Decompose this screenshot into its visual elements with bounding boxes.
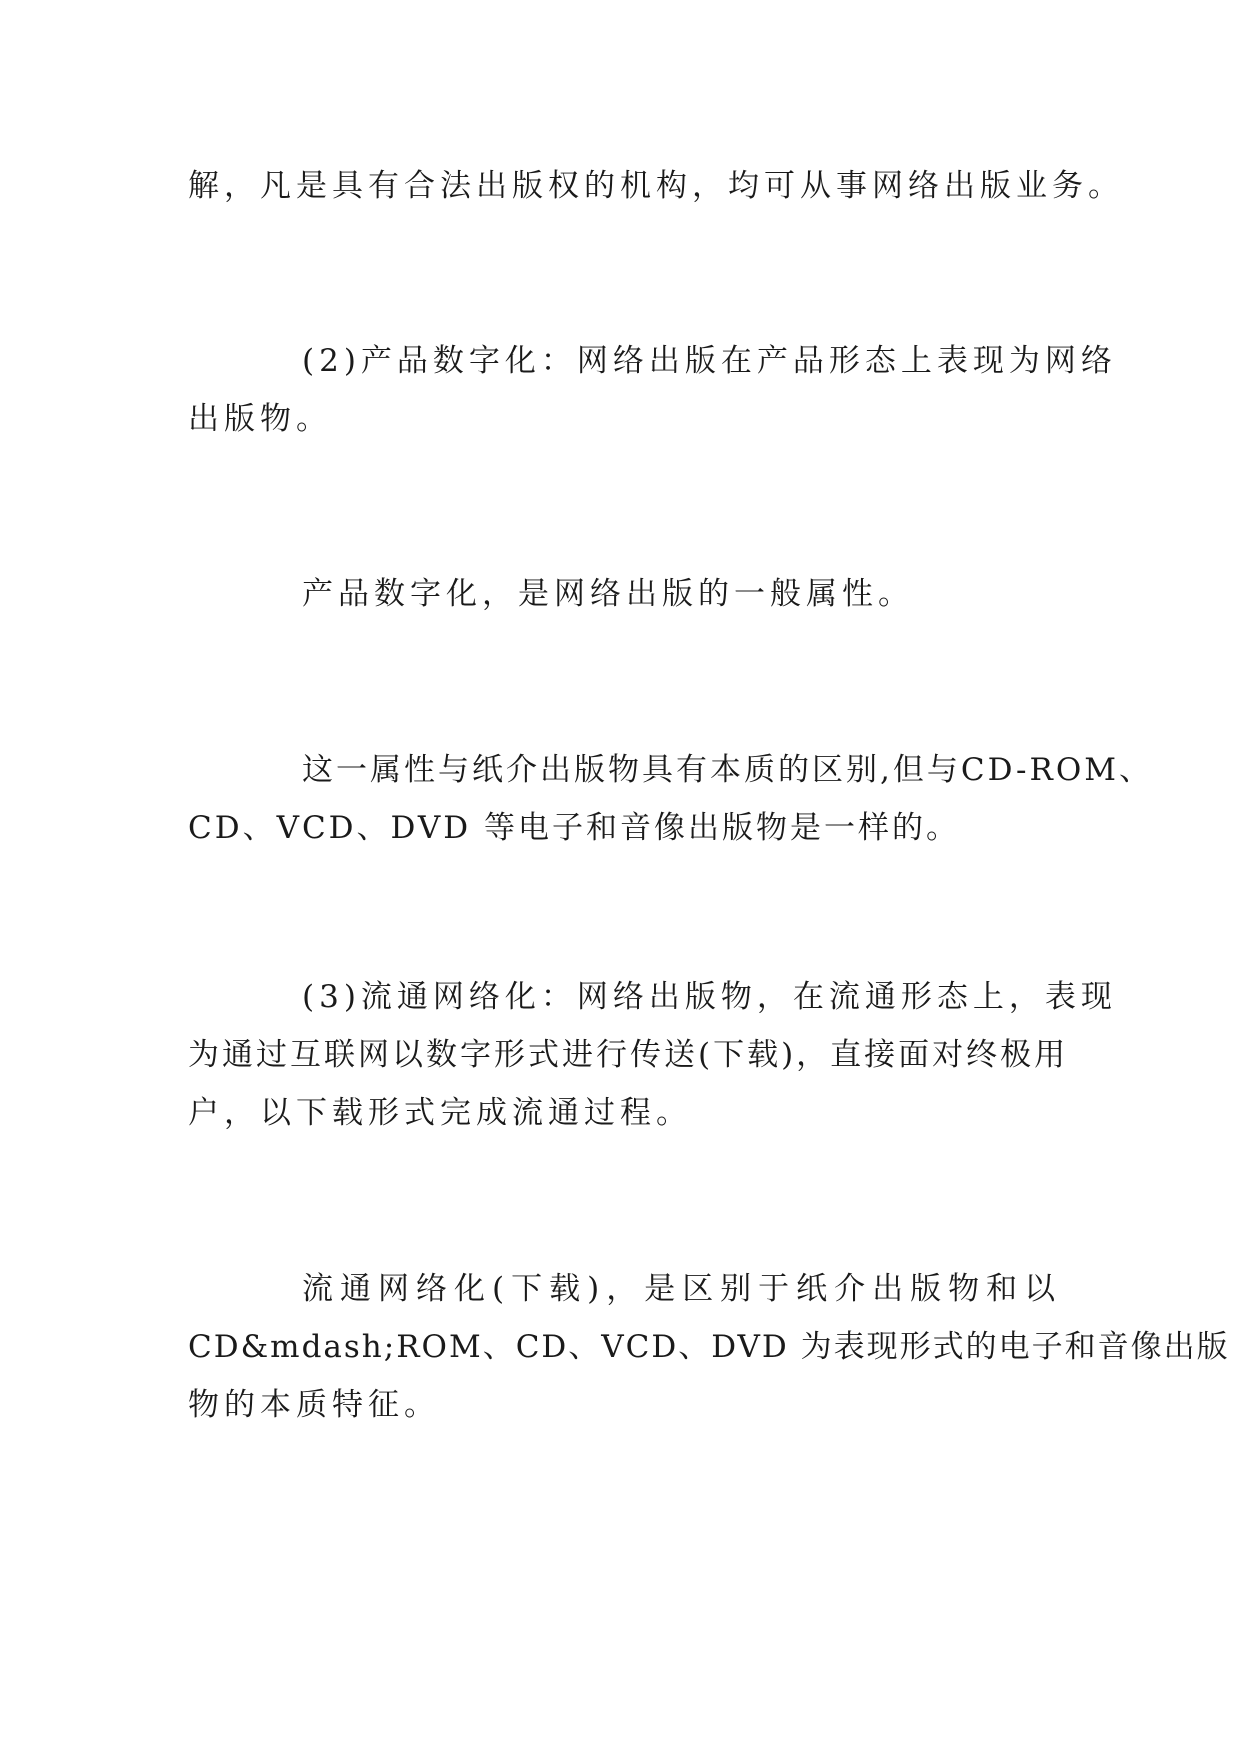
text-line: CD&mdash;ROM、CD、VCD、DVD 为表现形式的电子和音像出版 — [188, 1329, 1230, 1365]
text-line: 为通过互联网以数字形式进行传送(下载)，直接面对终极用 — [188, 1037, 1069, 1073]
text-line: (2)产品数字化：网络出版在产品形态上表现为网络 — [302, 343, 1117, 379]
paragraph-circulation-networking — [188, 968, 1117, 1142]
text-line: 这一属性与纸介出版物具有本质的区别,但与CD-ROM、 — [302, 752, 1153, 788]
text-line: 户，以下载形式完成流通过程。 — [188, 1095, 692, 1131]
text-line: 解，凡是具有合法出版权的机构，均可从事网络出版业务。 — [188, 168, 1124, 204]
paragraph-general-attribute — [188, 565, 1068, 623]
paragraph-attribute-difference — [188, 741, 1153, 857]
paragraph-continuation — [188, 157, 1124, 215]
text-line: 出版物。 — [188, 401, 332, 437]
text-line: 产品数字化，是网络出版的一般属性。 — [302, 576, 914, 612]
text-line: CD、VCD、DVD 等电子和音像出版物是一样的。 — [188, 810, 960, 846]
paragraph-product-digitization — [188, 332, 1117, 448]
text-line: 流通网络化(下载)，是区别于纸介出版物和以 — [302, 1271, 1063, 1307]
paragraph-essential-feature — [188, 1260, 1230, 1434]
text-line: (3)流通网络化：网络出版物，在流通形态上，表现 — [302, 979, 1117, 1015]
text-line: 物的本质特征。 — [188, 1387, 440, 1423]
